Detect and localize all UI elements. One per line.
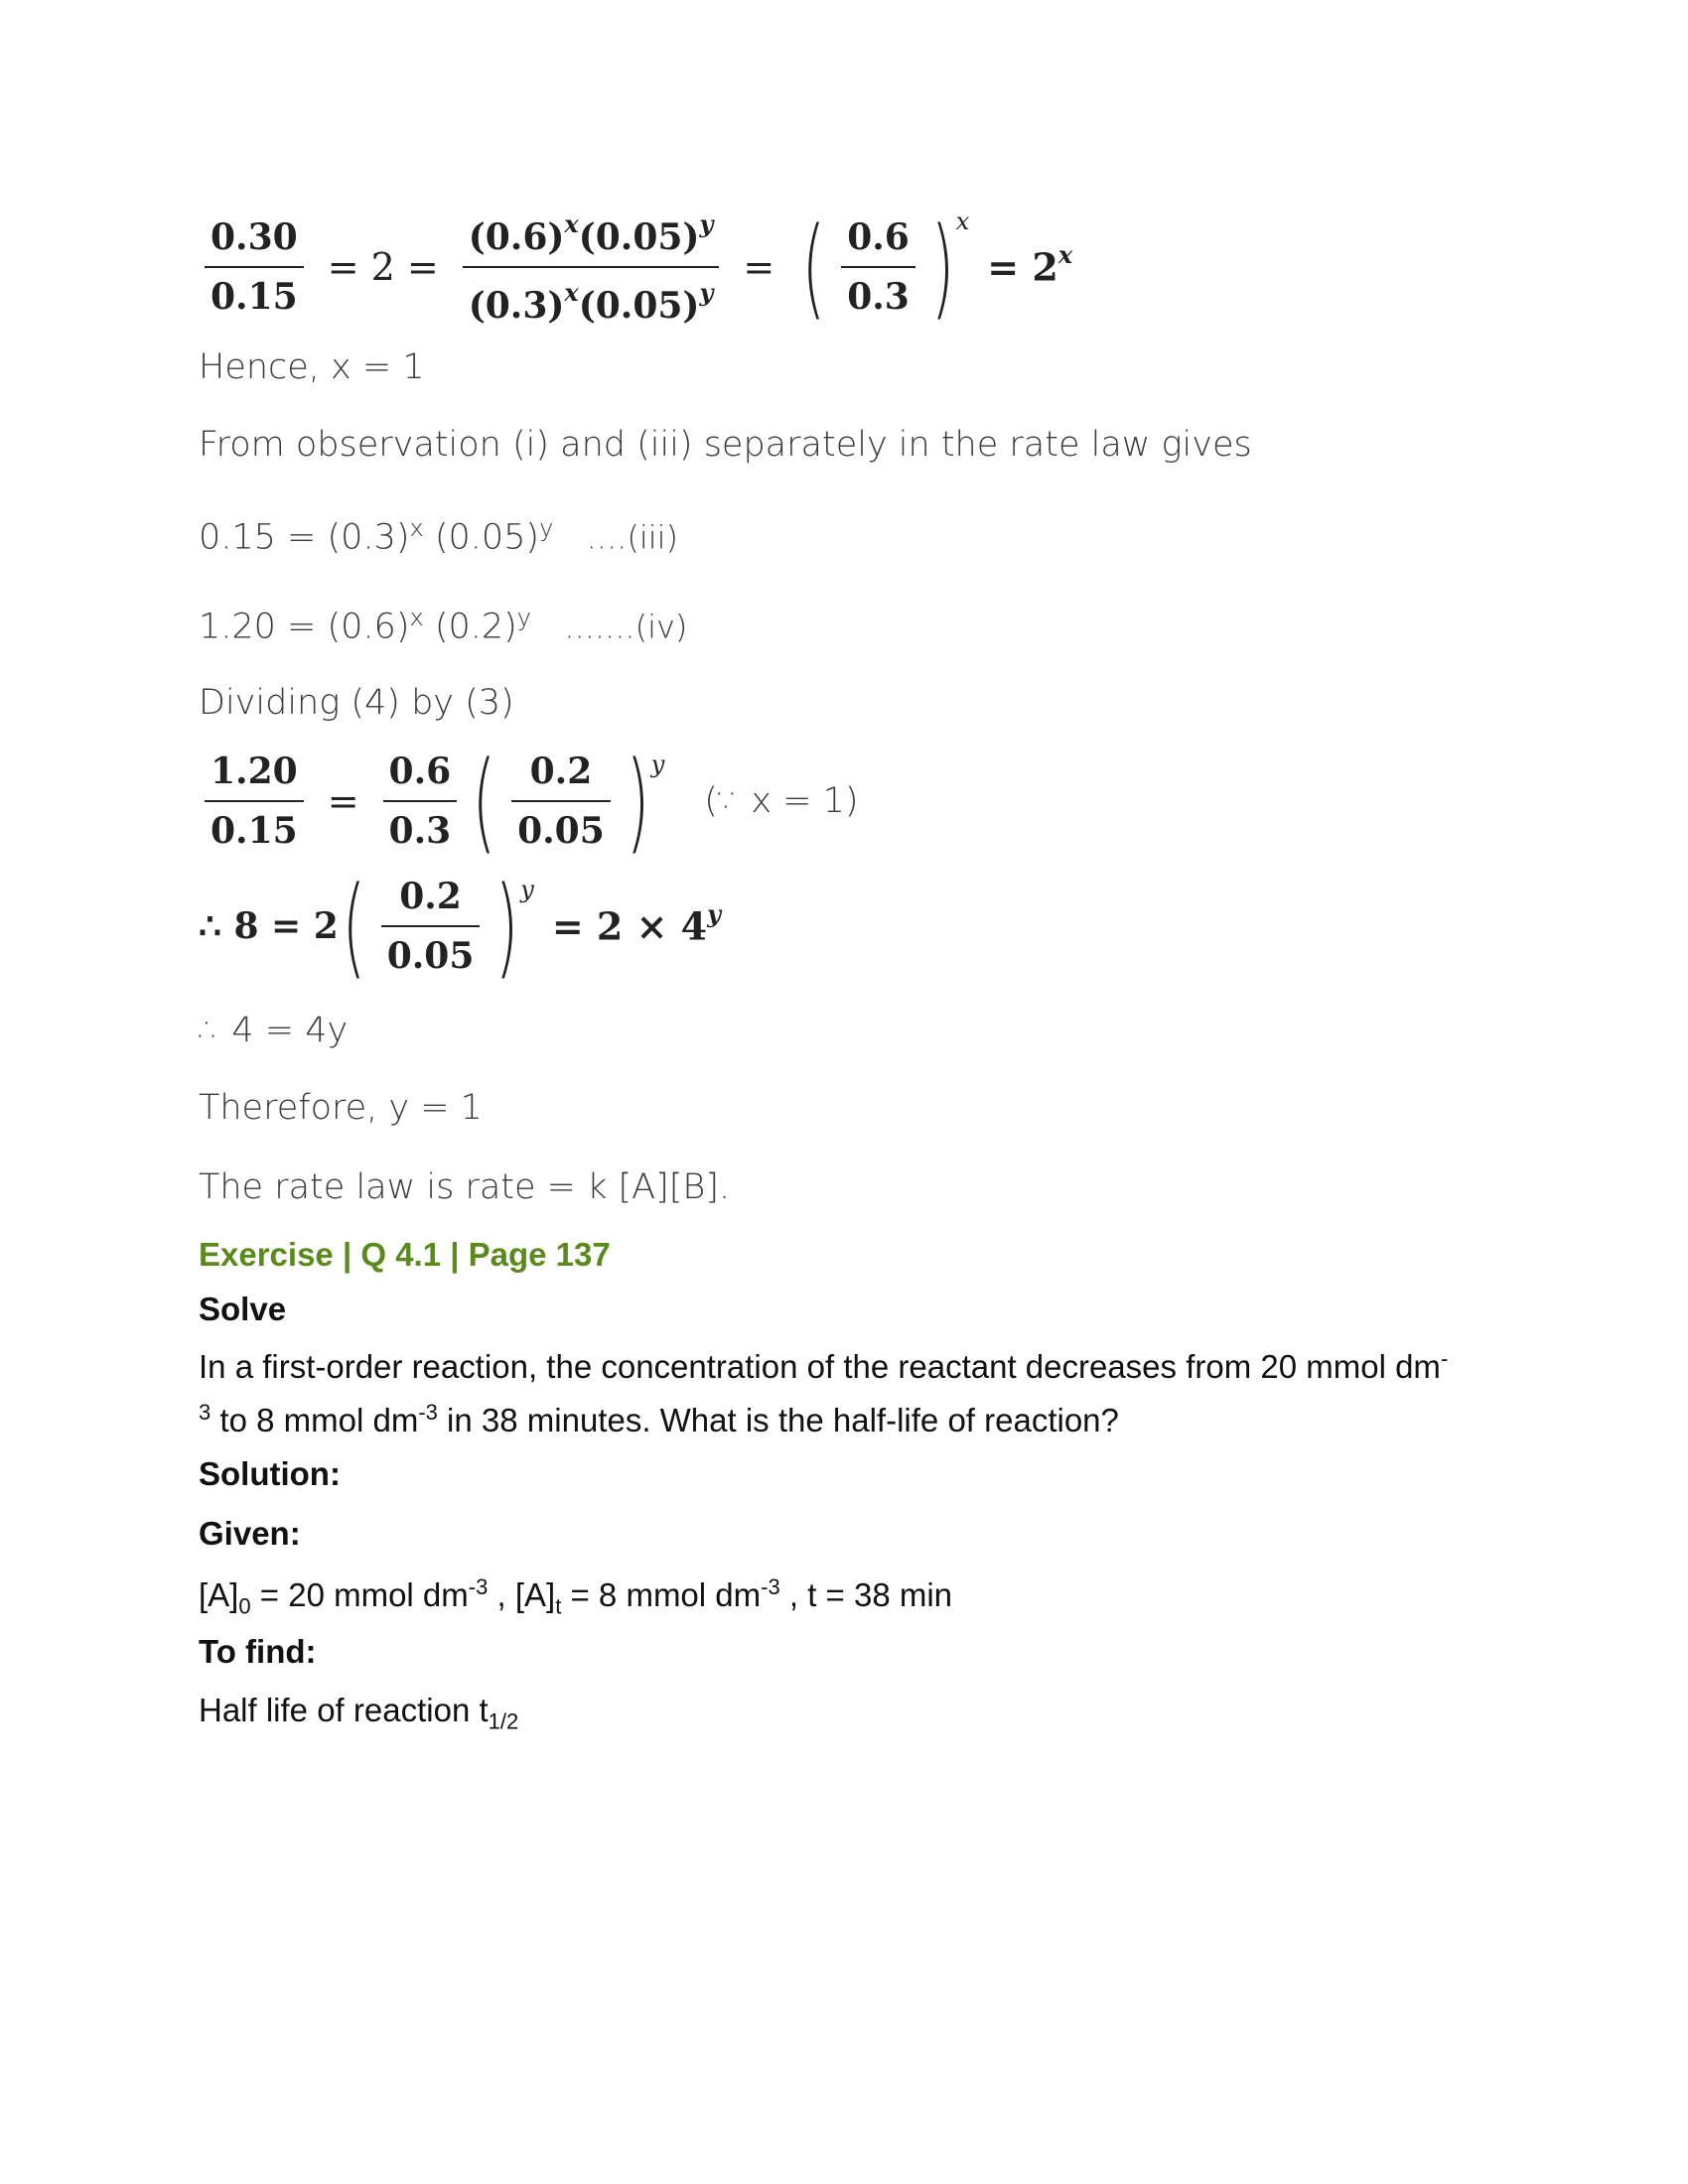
fraction [205,212,304,322]
right-paren: ) [930,204,955,331]
lhs: ∴ 8 = 2 [199,905,339,947]
hence-x: Hence, x = 1 [199,347,425,387]
numerator: 0.6 [388,751,452,792]
question-line-2: $^3$ to 8 mmol $dm^{-3}$ in 38 minutes. What is the half-life of reaction? [199,1400,1119,1438]
denominator: 0.3 [388,810,452,852]
equals-sign: = [743,245,775,289]
numerator: 0.6 [847,216,910,258]
right-paren: ) [626,738,650,865]
therefore-y: Therefore, y = 1 [199,1088,483,1128]
equation-ratio-y [199,738,859,865]
denominator: 0.15 [211,810,298,852]
equals-sign: = [327,779,359,823]
denominator: 0.15 [211,276,298,318]
exponent: x [955,207,970,235]
equation-therefore-4: ∴ 4 = 4y [199,1011,349,1050]
solution-label: Solution: [199,1455,341,1492]
rate-law: The rate law is rate = k [A][B]. [199,1167,731,1207]
numerator: 1.20 [211,751,298,792]
numerator: 0.2 [529,751,593,792]
fraction [381,872,481,981]
equation-therefore-8 [199,863,739,990]
denominator: $(0.3)^x(0.05)^y$ [468,278,714,327]
right-paren: ) [495,863,519,990]
left-paren: ( [342,863,366,990]
equation-iii: $0.15 = (0.3)^x$ $(0.05)^y$ ....(iii) [199,514,678,558]
numerator: 0.30 [211,216,298,258]
condition-note: (∵ x = 1) [704,781,859,821]
equation-ratio-x [199,204,1090,331]
given-label: Given: [199,1515,301,1552]
to-find-label: To find: [199,1633,317,1670]
result: = $2^x$ [987,240,1073,290]
dividing-note: Dividing (4) by (3) [199,683,514,723]
fraction [511,747,611,856]
denominator: 0.05 [517,810,605,852]
fraction [383,747,458,856]
fraction [205,747,304,856]
equals-sign: = 2 = [327,245,439,289]
left-paren: ( [472,738,496,865]
to-find-value: Half life of reaction $t_{1/2}$ [199,1692,519,1734]
left-paren: ( [801,204,826,331]
fraction [463,204,720,331]
numerator: 0.2 [399,876,462,917]
from-observation: From observation (i) and (iii) separately in the rate law gives [199,425,1252,465]
denominator: 0.05 [386,935,475,977]
solve-label: Solve [199,1291,287,1327]
given-values: $[A]_0 = 20$ mmol $dm^{-3}$ , $[A]_t = 8$ mmol $dm^{-3}$ , t = 38 min [199,1574,953,1619]
equation-iv: $1.20 = (0.6)^x$ $(0.2)^y$ .......(iv) [199,604,688,647]
numerator: $(0.6)^x(0.05)^y$ [468,209,714,258]
exercise-reference[interactable]: Exercise | Q 4.1 | Page 137 [199,1236,611,1273]
fraction [841,212,915,322]
exponent: y [520,876,534,903]
rhs: = $2 \times 4^y$ [551,899,722,949]
exponent: y [650,751,665,778]
denominator: 0.3 [847,276,910,318]
question-line-1: In a first-order reaction, the concentration of the reactant decreases from 20 mmol dm- [199,1346,1449,1385]
